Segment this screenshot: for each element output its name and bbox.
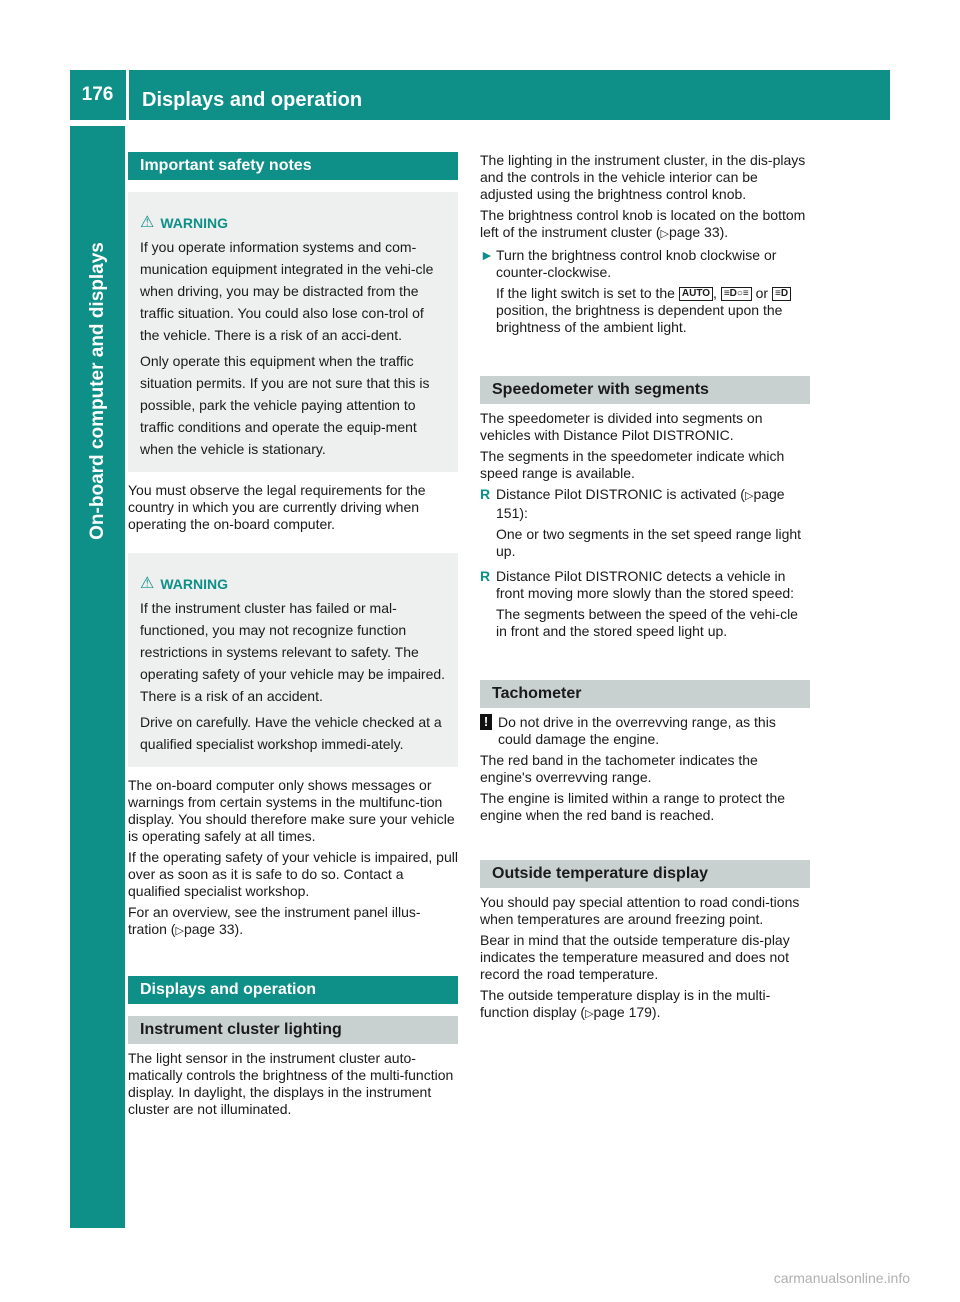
instruction-step bbox=[480, 247, 810, 340]
bullet-item: R Distance Pilot DISTRONIC is activated (▷page 151): One or two segments in the set speed range light up. bbox=[480, 486, 810, 564]
paragraph-lighting-adjust: The lighting in the instrument cluster, in the dis-plays and the controls in the vehicle interior can be adjusted using the brightness control knob. bbox=[480, 152, 806, 202]
paragraph-red-band: The red band in the tachometer indicates the engine's overrevving range. bbox=[480, 752, 758, 785]
step-result: If the light switch is set to the AUTO , ≡D○≡ or ≡D position, the brightness is dependent upon the brightness of the ambient light. bbox=[496, 285, 810, 336]
speedometer-heading: Speedometer with segments bbox=[480, 376, 810, 404]
low-beam-icon: ≡D bbox=[772, 287, 791, 301]
paragraph-speedo-segments: The speedometer is divided into segments on vehicles with Distance Pilot DISTRONIC. bbox=[480, 410, 763, 443]
chapter-tab-label-wrap bbox=[70, 126, 125, 656]
exclamation-icon: ! bbox=[480, 714, 492, 730]
paragraph-road-conditions: You should pay special attention to road condi-tions when temperatures are around freezing point. bbox=[480, 894, 800, 927]
bullet-item: R Distance Pilot DISTRONIC detects a vehicle in front moving more slowly than the stored speed: The segments between the speed of the vehi-cle in front and the stored speed light up. bbox=[480, 568, 810, 644]
tachometer-heading: Tachometer bbox=[480, 680, 810, 708]
warning-label: WARNING bbox=[160, 215, 229, 231]
page-reference-link[interactable]: page 33). bbox=[183, 921, 244, 937]
page-ref-arrow-icon: ▷ bbox=[744, 490, 754, 502]
warning-text: Drive on carefully. Have the vehicle checked at a qualified specialist workshop immedi-ately. bbox=[140, 714, 442, 752]
step-text: Turn the brightness control knob clockwise or counter-clockwise. bbox=[496, 247, 777, 280]
warning-header bbox=[140, 573, 446, 595]
right-column bbox=[480, 152, 810, 1027]
displays-operation-heading: Displays and operation bbox=[128, 976, 458, 1004]
page-number: 176 bbox=[81, 84, 114, 105]
paragraph-messages: The on-board computer only shows messages or warnings from certain systems in the multifunc-tion display. You should therefore make sure your vehicle is operating safely at all times. bbox=[128, 777, 455, 844]
warning-label: WARNING bbox=[160, 576, 229, 592]
header-divider bbox=[126, 70, 129, 120]
warning-header bbox=[140, 212, 446, 234]
warning-text: If you operate information systems and com-munication equipment integrated in the vehi-cle when driving, you may be distracted from the traffic situation. You could also lose con-trol of the vehicle. There is a risk of an acci-dent. bbox=[140, 239, 434, 343]
paragraph-legal: You must observe the legal requirements for the country in which you are currently driving when operating the on-board computer. bbox=[128, 482, 426, 532]
paragraph-temp-location: The outside temperature display is in the multi-function display (▷page 179). bbox=[480, 987, 771, 1020]
step-arrow-icon: ► bbox=[480, 247, 494, 263]
page-reference-link[interactable]: page 151): bbox=[496, 486, 785, 521]
paragraph-temp-measured: Bear in mind that the outside temperature dis-play indicates the temperature measured and does not record the road temperature. bbox=[480, 932, 790, 982]
paragraph-impaired: If the operating safety of your vehicle is impaired, pull over as soon as it is safe to do so. Contact a qualified specialist workshop. bbox=[128, 849, 458, 899]
watermark: carmanualsonline.info bbox=[773, 1270, 910, 1286]
page-ref-arrow-icon: ▷ bbox=[175, 925, 184, 937]
outside-temp-heading: Outside temperature display bbox=[480, 860, 810, 888]
warning-box-2 bbox=[128, 553, 458, 767]
warning-triangle-icon: ⚠ bbox=[140, 214, 155, 231]
important-safety-heading: Important safety notes bbox=[128, 152, 458, 180]
auto-light-icon: AUTO bbox=[679, 287, 713, 301]
page-ref-arrow-icon: ▷ bbox=[660, 228, 669, 240]
paragraph-light-sensor: The light sensor in the instrument cluster auto-matically controls the brightness of the multi-function display. In daylight, the displays in the instrument cluster are not illuminated. bbox=[128, 1050, 454, 1117]
warning-triangle-icon: ⚠ bbox=[140, 575, 155, 592]
section-title: Displays and operation bbox=[142, 89, 363, 111]
page-reference-link[interactable]: page 33). bbox=[669, 224, 729, 240]
page-ref-arrow-icon: ▷ bbox=[585, 1008, 594, 1020]
left-column bbox=[128, 152, 458, 1122]
warning-text: If the instrument cluster has failed or mal-functioned, you may not recognize function restrictions in systems relevant to safety. The operating safety of your vehicle may be impaired. There is a risk of an accident. bbox=[140, 600, 446, 704]
bullet-icon: R bbox=[480, 486, 491, 502]
note-text: Do not drive in the overrevving range, as this could damage the engine. bbox=[498, 714, 776, 747]
damage-note bbox=[480, 714, 810, 748]
bullet-icon: R bbox=[480, 568, 491, 584]
warning-text: Only operate this equipment when the traffic situation permits. If you are not sure that this is possible, park the vehicle paying attention to traffic conditions and operate the equip-ment when the vehicle is stationary. bbox=[140, 353, 430, 457]
paragraph-knob-location: The brightness control knob is located on the bottom left of the instrument cluster (▷page 33). bbox=[480, 207, 806, 240]
warning-box-1 bbox=[128, 192, 458, 472]
page-reference-link[interactable]: page 179). bbox=[593, 1004, 661, 1020]
instrument-lighting-heading: Instrument cluster lighting bbox=[128, 1016, 458, 1044]
parking-light-icon: ≡D○≡ bbox=[721, 287, 752, 301]
paragraph-speedo-indicate: The segments in the speedometer indicate which speed range is available. bbox=[480, 448, 785, 481]
paragraph-overview: For an overview, see the instrument panel illus-tration (▷page 33). bbox=[128, 904, 421, 937]
chapter-tab-label: On-board computer and displays bbox=[86, 242, 108, 540]
paragraph-engine-limited: The engine is limited within a range to protect the engine when the red band is reached. bbox=[480, 790, 786, 823]
